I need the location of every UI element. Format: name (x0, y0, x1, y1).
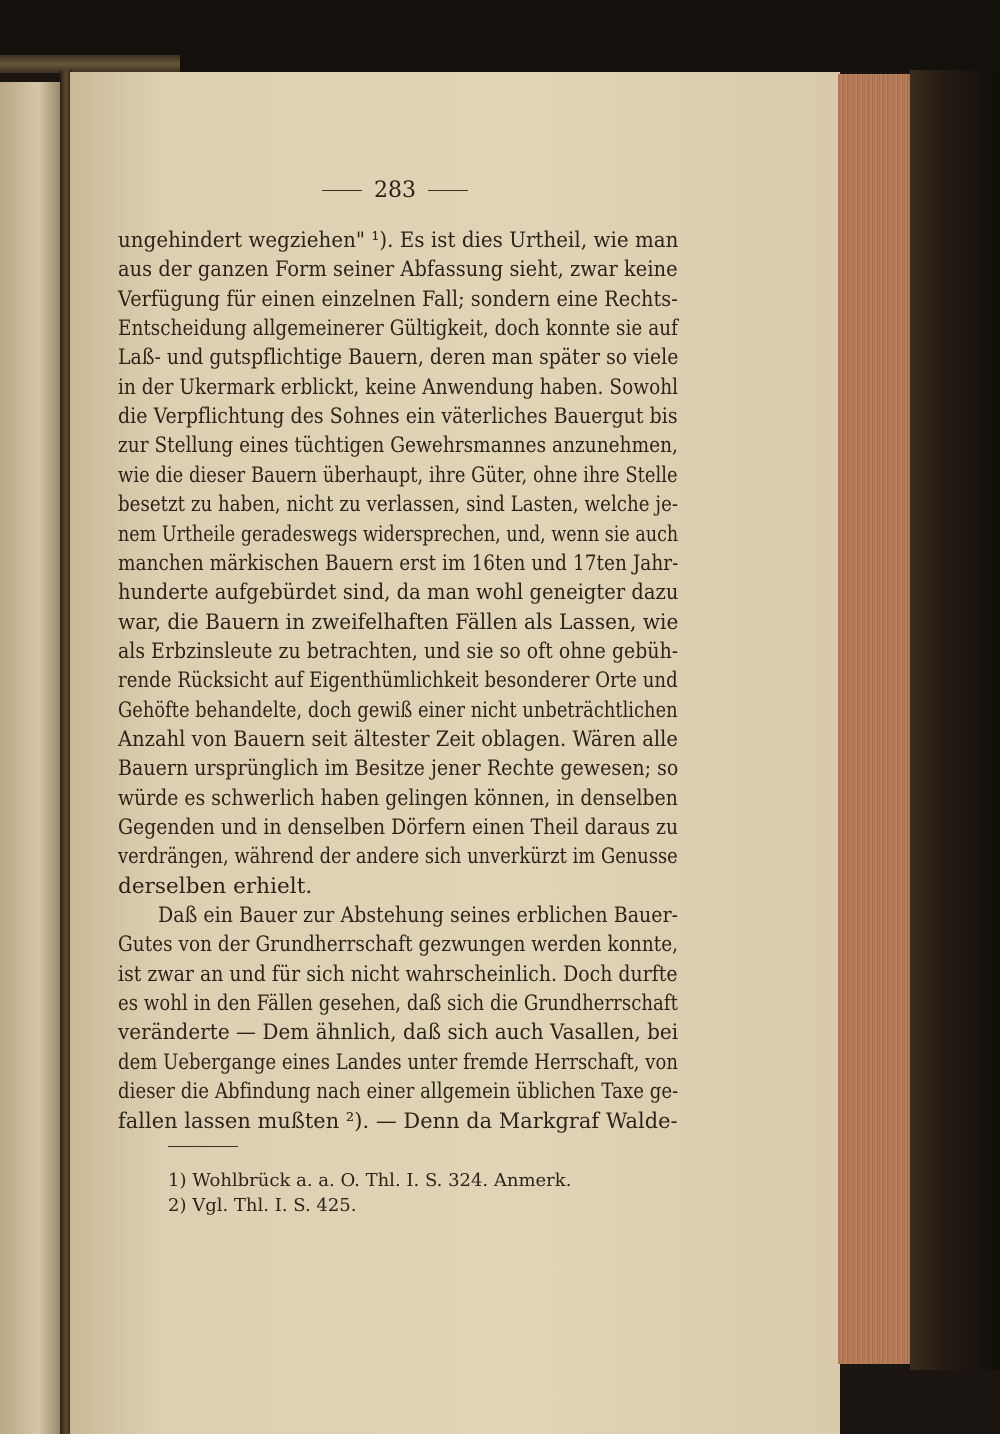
text-line: Gegenden und in denselben Dörfern einen Theil daraus zu (118, 815, 679, 840)
book-spine-strip (0, 55, 180, 73)
left-page-edge (0, 82, 64, 1434)
footnote-1: 1) Wohlbrück a. a. O. Thl. I. S. 324. Anmerk. (168, 1170, 572, 1191)
text-line: in der Ukermark erblickt, keine Anwendung haben. Sowohl (118, 375, 679, 400)
text-line: Anzahl von Bauern seit ältester Zeit oblagen. Wären alle (118, 727, 678, 752)
text-line: es wohl in den Fällen gesehen, daß sich die Grundherrschaft (118, 991, 678, 1016)
header-dash-right (428, 190, 468, 191)
text-line: verdrängen, während der andere sich unverkürzt im Genusse (118, 844, 678, 869)
text-line: Verfügung für einen einzelnen Fall; sondern eine Rechts- (118, 287, 678, 312)
text-line: wie die dieser Bauern überhaupt, ihre Güter, ohne ihre Stelle (118, 463, 678, 488)
text-line: als Erbzinsleute zu betrachten, und sie so oft ohne gebüh- (118, 639, 679, 664)
text-line: veränderte — Dem ähnlich, daß sich auch Vasallen, bei (118, 1020, 679, 1045)
text-line: Laß- und gutspflichtige Bauern, deren man später so viele (118, 345, 679, 370)
text-line: war, die Bauern in zweifelhaften Fällen als Lassen, wie (118, 610, 679, 635)
text-line: die Verpflichtung des Sohnes ein väterliches Bauergut bis (118, 404, 678, 429)
text-line: dieser die Abfindung nach einer allgemein üblichen Taxe ge- (118, 1079, 679, 1104)
text-line: besetzt zu haben, nicht zu verlassen, sind Lasten, welche je- (118, 492, 679, 517)
footnote-rule (168, 1146, 238, 1147)
page-block-edge (838, 74, 916, 1364)
text-line: aus der ganzen Form seiner Abfassung sieht, zwar keine (118, 257, 678, 282)
page-header (300, 175, 490, 205)
header-dash-left (322, 190, 362, 191)
text-line: Entscheidung allgemeinerer Gültigkeit, doch konnte sie auf (118, 316, 678, 341)
text-line: rende Rücksicht auf Eigenthümlichkeit besonderer Orte und (118, 668, 678, 693)
text-line: Gehöfte behandelte, doch gewiß einer nicht unbeträchtlichen (118, 698, 678, 723)
text-line: Daß ein Bauer zur Abstehung seines erblichen Bauer- (158, 903, 679, 928)
text-line: ist zwar an und für sich nicht wahrscheinlich. Doch durfte (118, 962, 678, 987)
text-line: fallen lassen mußten ²). — Denn da Markgraf Walde- (118, 1109, 678, 1134)
text-line: zur Stellung eines tüchtigen Gewehrsmannes anzunehmen, (118, 433, 678, 458)
footnote-2: 2) Vgl. Thl. I. S. 425. (168, 1195, 357, 1216)
book-cover-right (910, 70, 1000, 1370)
text-line: derselben erhielt. (118, 874, 313, 899)
text-line: Bauern ursprünglich im Besitze jener Rechte gewesen; so (118, 756, 679, 781)
text-line: würde es schwerlich haben gelingen können, in denselben (118, 786, 678, 811)
page-number: 283 (374, 177, 416, 203)
text-line: ungehindert wegziehen" ¹). Es ist dies Urtheil, wie man (118, 228, 679, 253)
text-line: dem Uebergange eines Landes unter fremde Herrschaft, von (118, 1050, 679, 1075)
text-line: Gutes von der Grundherrschaft gezwungen werden konnte, (118, 932, 679, 957)
text-line: nem Urtheile geradeswegs widersprechen, und, wenn sie auch (118, 522, 679, 547)
text-line: hunderte aufgebürdet sind, da man wohl geneigter dazu (118, 580, 679, 605)
text-line: manchen märkischen Bauern erst im 16ten und 17ten Jahr- (118, 551, 679, 576)
